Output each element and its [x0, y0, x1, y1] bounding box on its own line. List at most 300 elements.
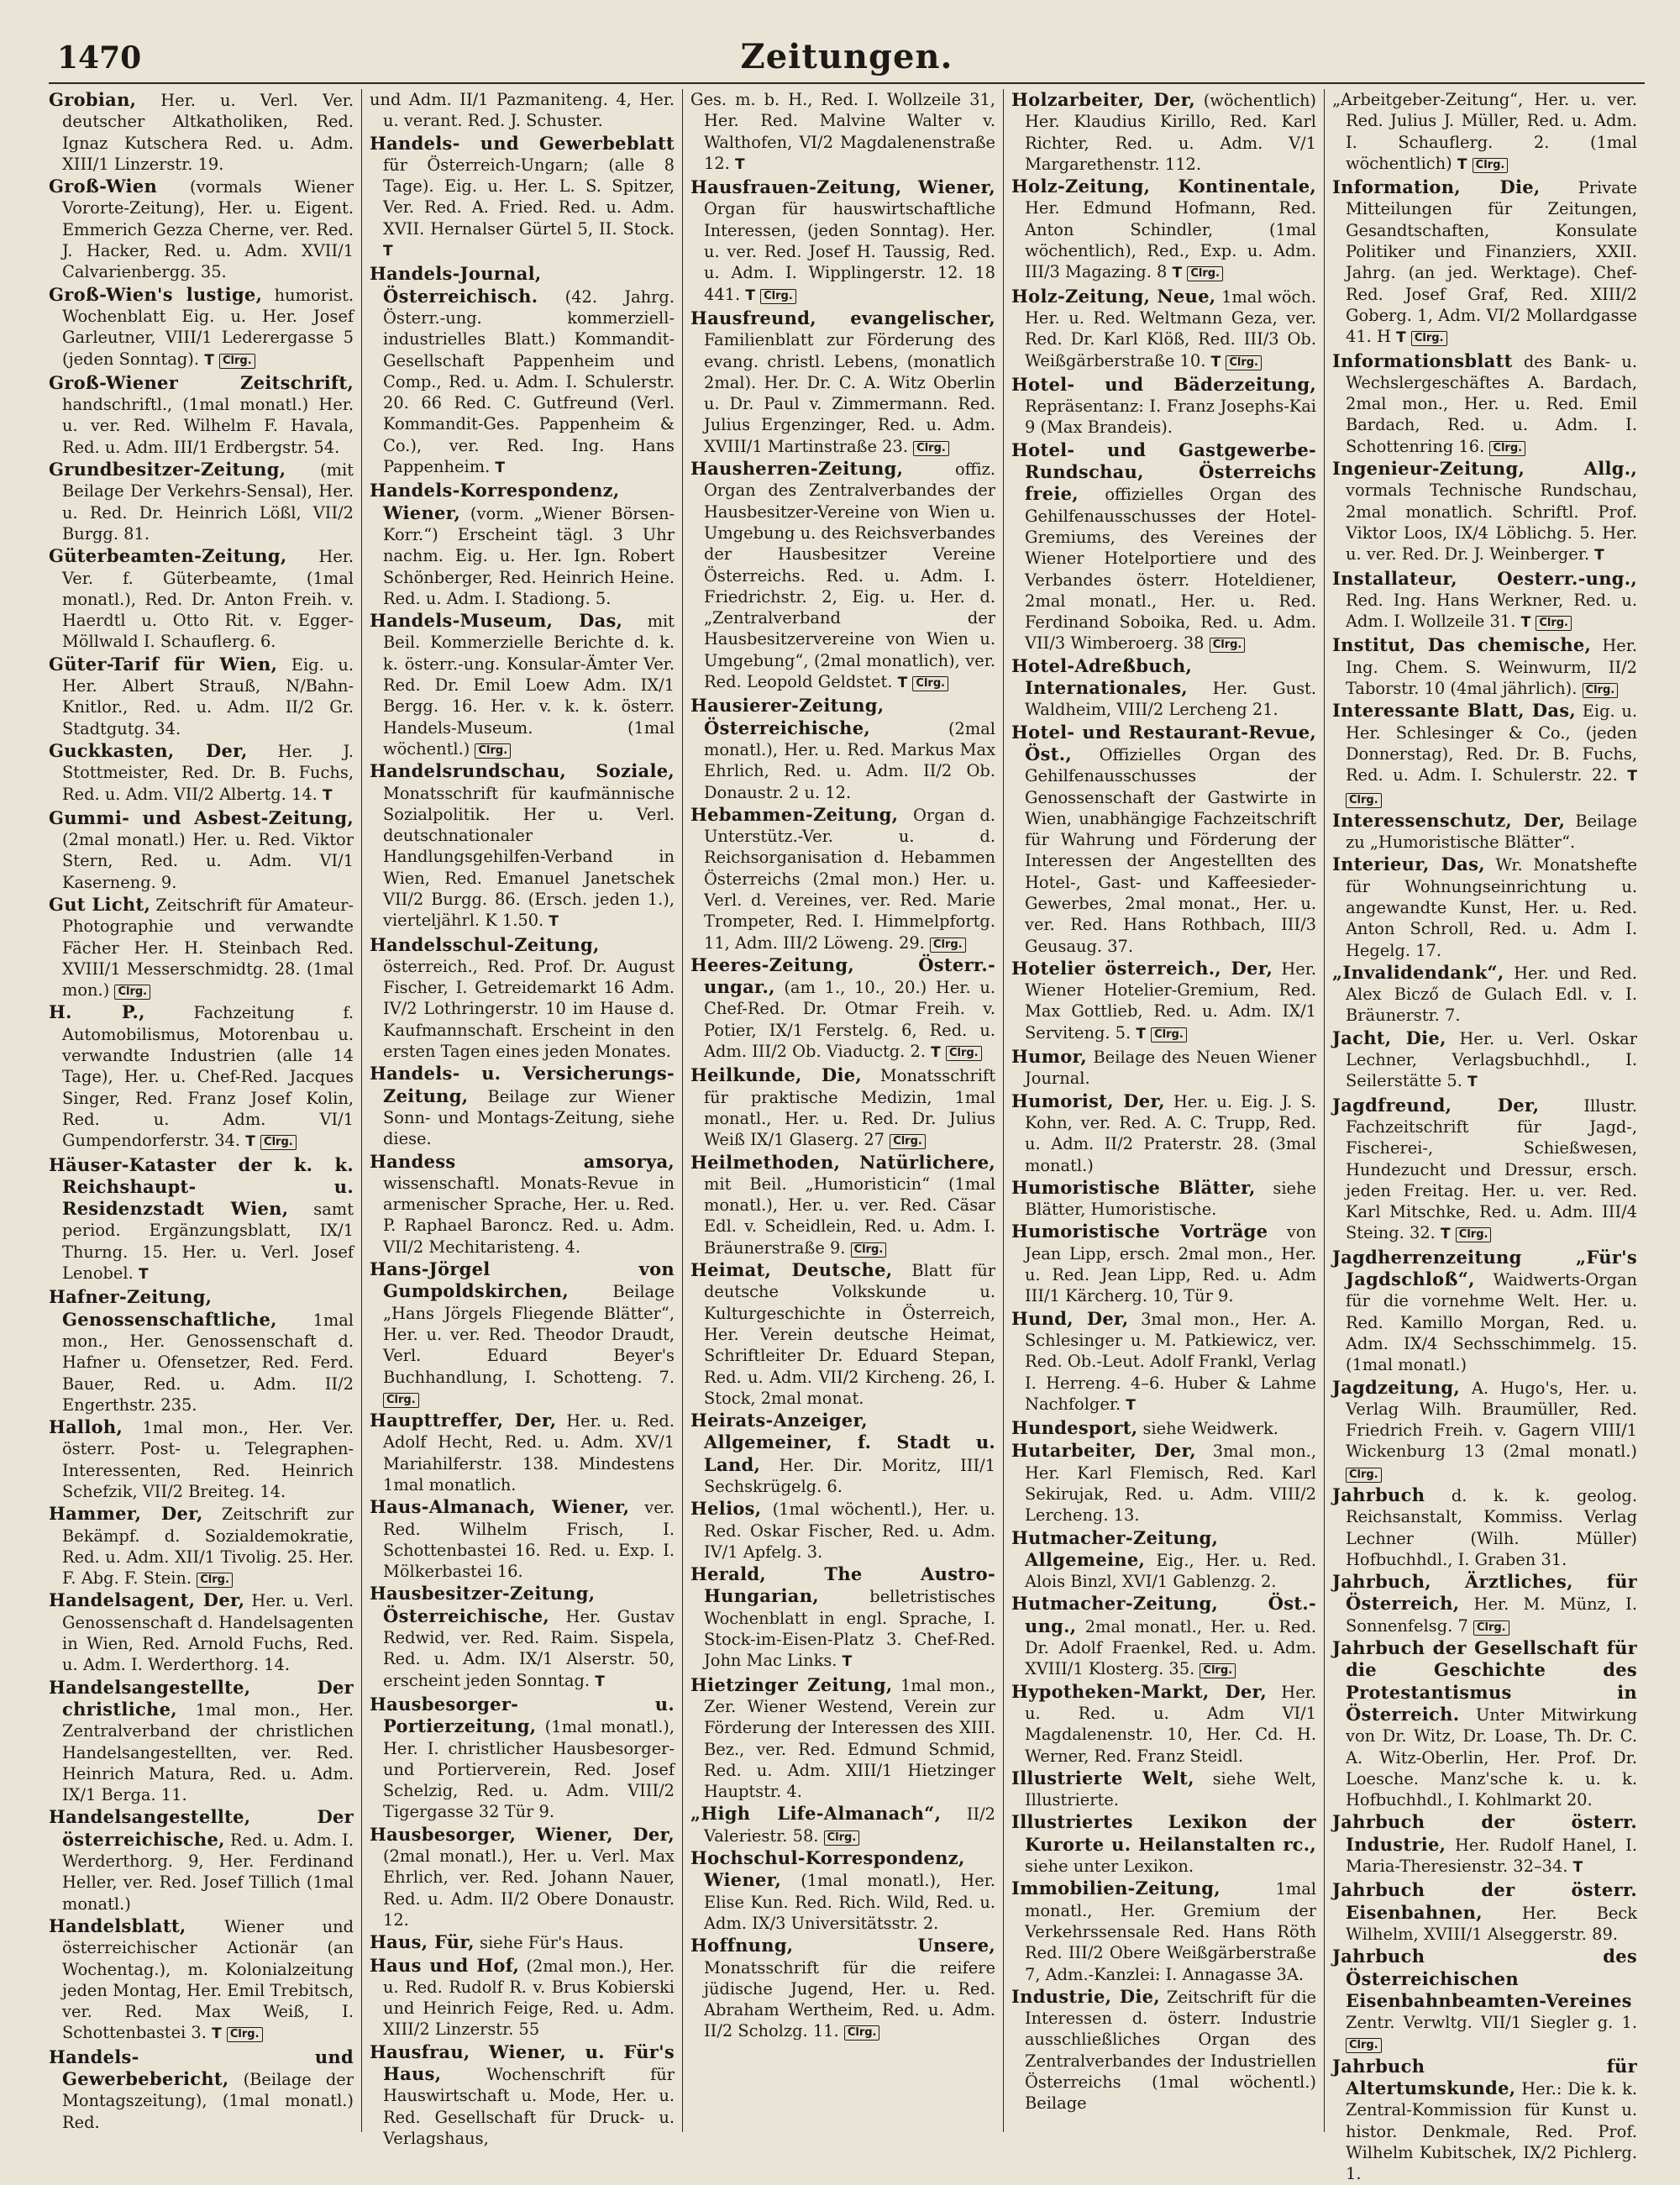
entry-title: Jahrbuch der österr. Industrie, — [1332, 1811, 1637, 1855]
directory-entry — [1011, 1527, 1316, 1593]
entry-text: Her. Gust. Waldheim, VIII/2 Lercheng 21. — [1025, 679, 1316, 720]
directory-entry — [49, 807, 354, 893]
clearing-badge: Clrg. — [197, 1573, 233, 1588]
telephone-icon: T — [1396, 329, 1406, 347]
directory-entry — [690, 1498, 995, 1563]
directory-entry — [690, 1259, 995, 1409]
directory-entry — [1332, 1377, 1637, 1484]
directory-entry — [1011, 1986, 1316, 2114]
clearing-badge: Clrg. — [114, 985, 150, 1000]
directory-entry — [370, 1151, 675, 1258]
entry-text: Red. u. Adm. I. Werderthorg. 9, Her. Ferdinand Heller, ver. Red. Josef Tillich (1mal monatl.) — [62, 1830, 354, 1914]
entry-title: Grundbesitzer-Zeitung, — [49, 459, 286, 481]
clearing-badge: Clrg. — [760, 289, 796, 304]
directory-entry — [370, 133, 675, 263]
telephone-icon: T — [1210, 353, 1221, 370]
entry-title: Grobian, — [49, 89, 137, 110]
clearing-badge: Clrg. — [475, 743, 511, 759]
directory-entry — [1011, 655, 1316, 721]
entry-title: Humor, — [1011, 1046, 1087, 1068]
entry-text: samt period. Ergänzungsblatt, IX/1 Thurng. 15. Her. u. Verl. Josef Lenobel. — [62, 1200, 354, 1284]
clearing-badge: Clrg. — [930, 938, 966, 953]
entry-text: Beilage des Neuen Wiener Journal. — [1025, 1048, 1316, 1089]
directory-entry — [1332, 962, 1637, 1027]
telephone-icon: T — [495, 460, 506, 477]
entry-title: Heimat, Deutsche, — [690, 1259, 893, 1281]
telephone-icon: T — [931, 1044, 941, 1062]
entry-title: Handelsagent, Der, — [49, 1589, 245, 1611]
directory-entry — [49, 1503, 354, 1589]
entry-text: (1mal wöchentl.), Her. u. Red. Oskar Fischer, Red. u. Adm. IV/1 Apfelg. 3. — [704, 1500, 995, 1562]
entry-title: Jahrbuch des Österreichischen Eisenbahnbeamten-Vereines — [1332, 1946, 1637, 2011]
directory-entry — [1011, 1177, 1316, 1221]
entry-text: (am 1., 10., 20.) Her. u. Chef-Red. Dr. Otmar Freih. v. Potier, IX/1 Ferstelg. 6, Red. u. Adm. III/2 Ob. Viaductg. 2. — [704, 978, 995, 1062]
entry-title: Hausfrauen-Zeitung, Wiener, — [690, 176, 995, 198]
directory-entry — [1332, 1095, 1637, 1246]
entry-text: Her. Wiener Hotelier-Gremium, Red. Max Gottlieb, Red. u. Adm. IX/1 Serviteng. 5. — [1025, 959, 1316, 1043]
directory-entry — [690, 89, 995, 176]
directory-entry — [690, 1152, 995, 1258]
entry-title: Handels-Museum, Das, — [370, 610, 623, 632]
entry-text: Monatsschrift für praktische Medizin, 1mal monatl., Her. u. Red. Dr. Julius Weiß IX/1 Glaserg. 27 — [704, 1066, 995, 1150]
entry-text: Her. u. Verl. Oskar Lechner, Verlagsbuchhdl., I. Seilerstätte 5. — [1346, 1028, 1637, 1091]
entry-title: Hotel- und Restaurant-Revue, Öst., — [1011, 721, 1316, 764]
entry-title: Haupttreffer, Der, — [370, 1410, 557, 1431]
entry-text: ver. Red. Wilhelm Frisch, I. Schottenbastei 16. Red. u. Exp. I. Mölkerbastei 16. — [383, 1498, 675, 1582]
column-4 — [1003, 89, 1324, 2132]
directory-entry — [49, 1416, 354, 1502]
entry-title: Jahrbuch der österr. Eisenbahnen, — [1332, 1879, 1637, 1923]
entry-title: Hundesport, — [1011, 1417, 1138, 1439]
telephone-icon: T — [323, 786, 333, 804]
entry-text: 1mal monatl., Her. Gremium der Verkehrssensale Red. Hans Röth Red. III/2 Obere Weißgärberstraße 7, Adm.-Kanzlei: I. Annagasse 3A. — [1025, 1879, 1316, 1984]
entry-title: Groß-Wiener Zeitschrift, — [49, 371, 354, 393]
entry-title: Güterbeamten-Zeitung, — [49, 545, 287, 567]
entry-text: Her. und Red. Alex Bicző de Gulach Edl. v. I. Bräunerstr. 7. — [1346, 963, 1637, 1026]
entry-text: für Österreich-Ungarn; (alle 8 Tage). Eig. u. Her. L. S. Spitzer, Ver. Red. A. Fried. Red. u. Adm. XVII. Hernalser Gürtel 5, II. Stock. — [383, 155, 675, 239]
entry-title: Hausbesitzer-Zeitung, Österreichische, — [370, 1583, 596, 1626]
entry-title: Handels-Journal, Österreichisch. — [370, 263, 542, 307]
entry-title: H. P., — [49, 1001, 145, 1023]
entry-title: Hausherren-Zeitung, — [690, 458, 904, 480]
directory-entry — [370, 1955, 675, 2041]
directory-entry — [370, 480, 675, 609]
entry-title: „Invalidendank“, — [1332, 961, 1504, 983]
entry-title: Hausierer-Zeitung, Österreichische, — [690, 695, 885, 738]
entry-title: Jacht, Die, — [1332, 1027, 1446, 1048]
entry-text: (mit Beilage Der Verkehrs-Sensal), Her. u. Red. Dr. Heinrich Lößl, VII/2 Burgg. 81. — [62, 460, 354, 544]
entry-title: Haus, Für, — [370, 1931, 475, 1953]
entry-title: Handels- u. Versicherungs-Zeitung, — [370, 1063, 675, 1106]
directory-entry — [1332, 1879, 1637, 1945]
entry-text: und Adm. II/1 Pazmaniteng. 4, Her. u. verant. Red. J. Schuster. — [370, 90, 675, 131]
clearing-badge: Clrg. — [1411, 331, 1447, 346]
entry-title: Hund, Der, — [1011, 1307, 1129, 1329]
directory-entry — [690, 1935, 995, 2041]
entry-title: Hotelier österreich., Der, — [1011, 957, 1273, 979]
entry-title: Heilkunde, Die, — [690, 1064, 863, 1086]
directory-entry — [1332, 1811, 1637, 1878]
entry-text: Monatsschrift für die reifere jüdische Jugend, Her. u. Red. Abraham Wertheim, Red. u. Adm. II/2 Scholzg. 11. — [704, 1957, 995, 2041]
directory-entry — [370, 1694, 675, 1823]
clearing-badge: Clrg. — [260, 1135, 297, 1150]
directory-entry — [690, 1674, 995, 1803]
entry-title: Hotel-Adreßbuch, Internationales, — [1011, 654, 1193, 699]
directory-entry — [690, 1847, 995, 1934]
directory-entry — [49, 1806, 354, 1914]
entry-title: Jahrbuch der Gesellschaft für die Geschichte des Protestantismus in Österreich. — [1332, 1637, 1637, 1725]
entry-text: Ges. m. b. H., Red. I. Wollzeile 31, Her. Red. Malvine Walter v. Walthofen, VI/2 Magdalenenstraße 12. — [690, 90, 995, 173]
directory-entry — [1011, 1221, 1316, 1306]
entry-text: Red. Ing. Hans Werkner, Red. u. Adm. I. Wollzeile 31. — [1346, 590, 1637, 632]
column-3 — [682, 89, 1003, 2132]
entry-text: Her. M. Münz, I. Sonnenfelsg. 7 — [1346, 1594, 1637, 1636]
entry-text: mit Beil. „Humoristicin“ (1mal monatl.), Her. u. ver. Red. Cäsar Edl. v. Scheidlein, Red. u. Adm. I. Bräunerstraße 9. — [704, 1174, 995, 1258]
entry-text: österreich., Red. Prof. Dr. August Fischer, I. Getreidemarkt 16 Adm. IV/2 Lothringerstr. 10 im Hause d. Kaufmannschaft. Erscheint in den ersten Tagen eines jeden Monates. — [383, 956, 675, 1062]
entry-text: vormals Technische Rundschau, 2mal monatlich. Schriftl. Prof. Viktor Loos, IX/4 Löblichg. 5. Her. u. ver. Red. Dr. J. Weinberger. — [1346, 481, 1637, 565]
entry-title: Humoristische Vorträge — [1011, 1221, 1268, 1242]
entry-title: Häuser-Kataster der k. k. Reichshaupt- u. Residenzstadt Wien, — [49, 1153, 354, 1220]
page-title: Zeitungen. — [740, 37, 953, 76]
entry-title: Institut, Das chemische, — [1332, 634, 1592, 656]
directory-columns — [49, 89, 1645, 2184]
entry-text: Beilage „Hans Jörgels Fliegende Blätter“, Her. u. ver. Red. Theodor Draudt, Verl. Eduard Beyer's Buchhandlung, I. Schotteng. 7. — [383, 1282, 675, 1387]
entry-title: Interessante Blatt, Das, — [1332, 700, 1577, 722]
entry-title: Hausbesorger- u. Portierzeitung, — [370, 1693, 675, 1737]
directory-entry — [1011, 1811, 1316, 1877]
clearing-badge: Clrg. — [1473, 158, 1509, 173]
entry-title: Ingenieur-Zeitung, Allg., — [1332, 458, 1637, 480]
entry-title: Handelsangestellte, Der österreichische, — [49, 1806, 354, 1850]
entry-title: Groß-Wien's lustige, — [49, 283, 263, 305]
entry-text: 2mal monatl., Her. u. Red. Dr. Adolf Fraenkel, Red. u. Adm. XVIII/1 Klosterg. 35. — [1025, 1616, 1316, 1679]
entry-title: Illustrierte Welt, — [1011, 1767, 1194, 1788]
clearing-badge: Clrg. — [1346, 1468, 1382, 1483]
directory-entry — [1332, 1484, 1637, 1570]
clearing-badge: Clrg. — [1346, 793, 1382, 808]
telephone-icon: T — [1136, 1025, 1146, 1043]
entry-title: Jahrbuch für Altertumskunde, — [1332, 2055, 1637, 2099]
telephone-icon: T — [735, 155, 745, 173]
directory-entry — [1332, 634, 1637, 699]
entry-text: siehe Weidwerk. — [1142, 1419, 1278, 1439]
entry-title: Hietzinger Zeitung, — [690, 1673, 893, 1695]
entry-text: d. k. k. geolog. Reichsanstalt, Kommiss. Verlag Lechner (Wilh. Müller) Hofbuchhdl., I. Graben 31. — [1346, 1486, 1637, 1569]
directory-entry — [1011, 1090, 1316, 1176]
entry-text: Her. Edmund Hofmann, Red. Anton Schindler, (1mal wöchentlich), Red., Exp. u. Adm. III/3 Magazing. 8 — [1025, 198, 1316, 282]
entry-text: (2mal monatl.), Her. u. Red. Markus Max Ehrlich, Red. u. Adm. II/2 Ob. Donaustr. 2 u. 12. — [704, 718, 995, 802]
directory-entry — [690, 307, 995, 457]
directory-entry — [1332, 176, 1637, 349]
entry-title: Jagdfreund, Der, — [1332, 1094, 1540, 1116]
directory-entry — [1011, 1308, 1316, 1416]
entry-text: siehe Für's Haus. — [480, 1933, 624, 1953]
entry-text: Zeitschrift zur Bekämpf. d. Sozialdemokratie, Red. u. Adm. XII/1 Tivolig. 25. Her. F. Abg. F. Stein. — [62, 1505, 354, 1589]
clearing-badge: Clrg. — [1536, 616, 1572, 631]
directory-entry — [370, 610, 675, 759]
entry-text: Familienblatt zur Förderung des evang. christl. Lebens, (monatlich 2mal). Her. Dr. C. A. Witz Oberlin u. Dr. Paul v. Zimmermann. Red. Julius Ergenzinger, Red. u. Adm. XVIII/1 Martinstraße 23. — [704, 330, 995, 456]
directory-entry — [370, 1824, 675, 1930]
directory-entry — [1011, 1440, 1316, 1526]
telephone-icon: T — [245, 1133, 255, 1151]
entry-text: (2mal monatl.) Her. u. Red. Viktor Stern, Red. u. Adm. VI/1 Kaserneng. 9. — [62, 830, 354, 892]
directory-entry — [1332, 568, 1637, 634]
clearing-badge: Clrg. — [890, 1134, 926, 1149]
directory-entry — [49, 1589, 354, 1675]
entry-title: Halloh, — [49, 1416, 123, 1438]
entry-text: Zeitschrift für Amateur-Photographie und verwandte Fächer Her. H. Steinbach Red. XVIII/1 Messerschmidtg. 28. (1mal mon.) — [62, 895, 354, 1001]
entry-text: 1mal wöch. Her. u. Red. Weltmann Geza, ver. Red. Dr. Karl Klöß, Red. III/3 Ob. Weißgärberstraße 10. — [1025, 286, 1317, 370]
clearing-badge: Clrg. — [844, 2025, 880, 2041]
directory-entry — [1332, 2056, 1637, 2185]
clearing-badge: Clrg. — [1456, 1227, 1492, 1242]
directory-entry — [49, 1915, 354, 2046]
directory-entry — [1011, 1593, 1316, 1679]
entry-text: Wiener und österreichischer Actionär (an Wochentag.), m. Kolonialzeitung jeden Montag, Her. Emil Trebitsch, ver. Red. Max Weiß, I. Schottenbastei 3. — [62, 1916, 354, 2043]
directory-entry — [1332, 1637, 1637, 1810]
entry-title: Hoffnung, Unsere, — [690, 1935, 995, 1957]
entry-text: Her. u. Verl. Ver. deutscher Altkatholiken, Red. Ignaz Kutschera Red. u. Adm. XIII/1 Linzerstr. 19. — [62, 91, 354, 174]
clearing-badge: Clrg. — [1583, 683, 1619, 698]
entry-text: Eig. u. Her. Albert Strauß, N/Bahn-Knitlor., Red. u. Adm. II/2 Gr. Stadtgutg. 34. — [62, 654, 354, 738]
entry-text: 1mal mon., Her. Zentralverband der christlichen Handelsangestellten, ver. Red. Heinrich Matura, Red. u. Adm. IX/1 Berga. 11. — [62, 1699, 354, 1805]
entry-text: Beilage zur Wiener Sonn- und Montags-Zeitung, siehe diese. — [383, 1086, 675, 1149]
entry-text: belletristisches Wochenblatt in engl. Sprache, I. Stock-im-Eisen-Platz 3. Chef-Red. John Mac Links. — [704, 1587, 995, 1671]
directory-entry — [1011, 1046, 1316, 1090]
clearing-badge: Clrg. — [383, 1393, 419, 1408]
clearing-badge: Clrg. — [227, 2027, 263, 2042]
directory-entry — [1332, 810, 1637, 854]
entry-title: Humorist, Der, — [1011, 1090, 1165, 1111]
directory-entry — [1332, 854, 1637, 960]
entry-text: humorist. Wochenblatt Eig. u. Her. Josef Garleutner, VIII/1 Lederergasse 5 (jeden Sonntag). — [62, 285, 354, 369]
entry-text: Eig., Her. u. Red. Alois Binzl, XVI/1 Gablenzg. 2. — [1025, 1550, 1316, 1592]
clearing-badge: Clrg. — [1200, 1663, 1236, 1678]
directory-entry — [690, 458, 995, 694]
entry-text: von Jean Lipp, ersch. 2mal mon., Her. u. Red. Jean Lipp, Red. u. Adm III/1 Kärcherg. 10, Tür 9. — [1025, 1222, 1316, 1306]
entry-title: Jahrbuch — [1332, 1484, 1425, 1505]
entry-title: Hausfrau, Wiener, u. Für's Haus, — [370, 2041, 675, 2085]
telephone-icon: T — [138, 1266, 149, 1284]
directory-entry — [370, 89, 675, 132]
directory-entry — [370, 2041, 675, 2149]
column-1 — [49, 89, 361, 2132]
directory-entry — [690, 1563, 995, 1673]
telephone-icon: T — [1126, 1396, 1136, 1414]
entry-title: Immobilien-Zeitung, — [1011, 1878, 1221, 1899]
entry-title: Holz-Zeitung, Neue, — [1011, 285, 1216, 307]
entry-title: Interessenschutz, Der, — [1332, 809, 1566, 831]
entry-text: Zentr. Verwltg. VII/1 Siegler g. 1. — [1346, 2013, 1637, 2033]
column-5 — [1324, 89, 1645, 2184]
directory-entry — [49, 89, 354, 175]
directory-entry — [49, 372, 354, 458]
directory-entry — [1332, 458, 1637, 566]
directory-entry — [1332, 1571, 1637, 1636]
entry-text: offizielles Organ des Gehilfenausschusses der Hotel-Gremiums, des Vereines der Wiener Hotelportiere und des Verbandes österr. Hoteldiener, 2mal monatl., Her. u. Red. Ferdinand Soboika, Red. u. Adm. VII/3 Wimberoerg. 38 — [1025, 485, 1317, 654]
directory-entry — [1011, 1417, 1316, 1439]
clearing-badge: Clrg. — [851, 1242, 887, 1258]
entry-text: (2mal monatl.), Her. u. Verl. Max Ehrlich, ver. Red. Johann Nauer, Red. u. Adm. II/2 Obere Donaustr. 12. — [383, 1846, 675, 1930]
telephone-icon: T — [1594, 547, 1604, 565]
entry-title: Handels- und Gewerbebericht, — [49, 2046, 354, 2090]
entry-text: siehe Blätter, Humoristische. — [1025, 1178, 1316, 1220]
entry-title: Information, Die, — [1332, 176, 1541, 198]
entry-text: Private Mitteilungen für Zeitungen, Gesandtschaften, Konsulate Politiker und Finanziers, XXII. Jahrg. (an jed. Werktage). Chef-Red. Josef Graf, Red. XIII/2 Goberg. 1, Adm. VI/2 Mollardgasse 41. H — [1346, 178, 1637, 347]
directory-entry — [1011, 1767, 1316, 1811]
directory-entry — [690, 1410, 995, 1497]
clearing-badge: Clrg. — [1151, 1027, 1187, 1043]
telephone-icon: T — [595, 1673, 605, 1690]
entry-text: (vorm. „Wiener Börsen-Korr.“) Erscheint tägl. 3 Uhr nachm. Eig. u. Her. Ign. Robert Schönberger, Red. Heinrich Heine. Red. u. Adm. I. Stadiong. 5. — [383, 503, 675, 608]
entry-title: Hausfreund, evangelischer, — [690, 307, 995, 328]
telephone-icon: T — [1627, 768, 1637, 785]
directory-entry — [49, 1001, 354, 1153]
directory-entry — [690, 176, 995, 307]
telephone-icon: T — [1467, 1074, 1478, 1091]
clearing-badge: Clrg. — [219, 354, 255, 369]
entry-text: handschriftl., (1mal monatl.) Her. u. ver. Red. Wilhelm F. Havala, Red. u. Adm. III/1 Erdbergstr. 54. — [62, 395, 354, 457]
page-header — [49, 34, 1645, 84]
entry-text: Her.: Die k. k. Zentral-Kommission für Kunst u. histor. Denkmale, Red. Prof. Wilhelm Kubitschek, IX/2 Pichlerg. 1. — [1346, 2079, 1637, 2184]
telephone-icon: T — [1172, 265, 1183, 282]
entry-title: Handels-Korrespondenz, Wiener, — [370, 480, 620, 523]
entry-text: Wochenschrift für Hauswirtschaft u. Mode, Her. u. Red. Gesellschaft für Druck- u. Verlagshaus, — [383, 2065, 675, 2148]
directory-entry — [1011, 722, 1316, 957]
directory-entry — [690, 695, 995, 802]
telephone-icon: T — [1520, 614, 1531, 632]
entry-text: (vormals Wiener Vororte-Zeitung), Her. u. Eigent. Emmerich Gezza Cherne, ver. Red. J. Hacker, Red. u. Adm. XVII/1 Calvarienbergg. 35. — [62, 177, 354, 282]
directory-entry — [1011, 958, 1316, 1045]
directory-entry — [1332, 1027, 1637, 1094]
telephone-icon: T — [549, 913, 559, 931]
directory-entry — [1011, 1681, 1316, 1767]
directory-entry — [1332, 89, 1637, 176]
directory-entry — [49, 284, 354, 371]
entry-text: Her. u. Verl. Genossenschaft d. Handelsagenten in Wien, Red. Arnold Fuchs, Red. u. Adm. I. Werderthorg. 14. — [62, 1591, 354, 1675]
directory-entry — [370, 1258, 675, 1409]
entry-text: 3mal mon., Her. A. Schlesinger u. M. Patkiewicz, ver. Red. Ob.-Leut. Adolf Frankl, Verlag I. Herreng. 4–6. Huber & Lahme Nachfolger. — [1025, 1309, 1317, 1414]
entry-text: (1mal monatl.), Her. I. christlicher Hausbesorger- und Portierverein, Red. Josef Schelzig, Red. u. Adm. VIII/2 Tigergasse 32 Tür 9. — [383, 1717, 675, 1822]
entry-title: Installateur, Oesterr.-ung., — [1332, 567, 1637, 589]
entry-title: Heirats-Anzeiger, Allgemeiner, f. Stadt u. Land, — [690, 1410, 995, 1475]
entry-text: Organ d. Unterstütz.-Ver. u. d. Reichsorganisation d. Hebammen Österreichs (2mal mon.) Her. u. Verl. d. Vereines, ver. Red. Marie Trompeter, Red. I. Himmelpfortg. 11, Adm. III/2 Löweng. 29. — [704, 805, 995, 953]
entry-title: Handelsschul-Zeitung, — [370, 933, 600, 955]
column-2 — [361, 89, 682, 2148]
telephone-icon: T — [1441, 1226, 1451, 1243]
entry-title: Hausbesorger, Wiener, Der, — [370, 1823, 675, 1845]
telephone-icon: T — [204, 351, 214, 369]
directory-entry — [49, 176, 354, 282]
entry-title: Gummi- und Asbest-Zeitung, — [49, 806, 354, 828]
entry-text: Monatsschrift für kaufmännische Sozialpolitik. Her u. Verl. deutschnationaler Handlungsgehilfen-Verband in Wien, Red. Emanuel Janetschek VII/2 Burgg. 86. (Ersch. jeden 1.), vierteljährl. K 1.50. — [383, 783, 675, 931]
entry-text: Illustr. Fachzeitschrift für Jagd-, Fischerei-, Schießwesen, Hundezucht und Dressur, ersch. jeden Freitag. Her. u. ver. Red. Karl Mitschke, Red. u. Adm. III/4 Steing. 32. — [1346, 1095, 1637, 1243]
entry-title: Hutmacher-Zeitung, Allgemeine, — [1011, 1526, 1219, 1570]
directory-entry — [1011, 374, 1316, 439]
entry-text: Her. Ing. Chem. S. Weinwurm, II/2 Taborstr. 10 (4mal jährlich). — [1346, 636, 1637, 699]
entry-text: siehe unter Lexikon. — [1025, 1857, 1194, 1877]
clearing-badge: Clrg. — [824, 1830, 860, 1846]
clearing-badge: Clrg. — [913, 441, 949, 456]
entry-text: Blatt für deutsche Volkskunde u. Kulturgeschichte in Österreich, Her. Verein deutsche Heimat, Schriftleiter Dr. Eduard Stepan, Red. u. Adm. VII/2 Kircheng. 26, I. Stock, 2mal monat. — [704, 1261, 995, 1408]
entry-text: II/2 Valeriestr. 58. — [704, 1804, 995, 1846]
directory-entry — [49, 654, 354, 739]
entry-title: Hafner-Zeitung, Genossenschaftliche, — [49, 1286, 277, 1330]
directory-entry — [1011, 1878, 1316, 1984]
entry-title: Handelsrundschau, Soziale, — [370, 760, 675, 782]
entry-text: Her. Beck Wilhelm, XVIII/1 Alseggerstr. 89. — [1346, 1903, 1637, 1944]
entry-title: Holz-Zeitung, Kontinentale, — [1011, 176, 1316, 197]
telephone-icon: T — [383, 243, 393, 260]
directory-entry — [49, 1286, 354, 1416]
entry-title: Handelsangestellte, Der christliche, — [49, 1676, 354, 1720]
entry-title: Hochschul-Korrespondenz, Wiener, — [690, 1847, 965, 1891]
entry-title: Informationsblatt — [1332, 349, 1513, 371]
entry-text: Wr. Monatshefte für Wohnungseinrichtung u. angewandte Kunst, Her. u. Red. Anton Schroll, Red. u. Adm I. Hegelg. 17. — [1346, 855, 1637, 960]
clearing-badge: Clrg. — [946, 1046, 982, 1061]
entry-text: (wöchentlich) Her. Klaudius Kirillo, Red. Karl Richter, Red. u. Adm. V/1 Margarethenstr. 112. — [1025, 91, 1316, 174]
directory-entry — [49, 740, 354, 806]
entry-title: Güter-Tarif für Wien, — [49, 653, 278, 675]
entry-title: Groß-Wien — [49, 176, 158, 197]
telephone-icon: T — [1457, 155, 1467, 173]
entry-text: Her. u. Red. u. Adm VI/1 Magdalenenstr. 10, Her. Cd. H. Werner, Red. Franz Steidl. — [1025, 1682, 1316, 1766]
entry-title: Handelsblatt, — [49, 1915, 186, 1936]
entry-text: Organ für hauswirtschaftliche Interessen, (jeden Sonntag). Her. u. ver. Red. Josef H. Taussig, Red. u. Adm. I. Wipplingerstr. 12. 18 441. — [704, 199, 995, 304]
entry-text: Her. u. Red. Adolf Hecht, Red. u. Adm. XV/1 Mariahilferstr. 138. Mindestens 1mal monatlich. — [383, 1411, 675, 1494]
directory-entry — [370, 760, 675, 932]
clearing-badge: Clrg. — [1187, 266, 1223, 281]
directory-entry — [690, 1803, 995, 1846]
directory-entry — [1011, 439, 1316, 654]
clearing-badge: Clrg. — [1226, 355, 1262, 370]
entry-title: Industrie, Die, — [1011, 1985, 1160, 2007]
directory-entry — [1011, 286, 1316, 373]
directory-entry — [49, 2046, 354, 2133]
directory-entry — [1332, 350, 1637, 457]
entry-text: Waidwerts-Organ für die vornehme Welt. Her. u. Red. Kamillo Morgan, Red. u. Adm. IX/4 Sechsschimmelg. 15. (1mal monatl.) — [1346, 1270, 1637, 1375]
entry-text: Her. Ver. f. Güterbeamte, (1mal monatl.), Red. Dr. Anton Freih. v. Haerdtl u. Otto Rit. v. Egger-Möllwald I. Schauflerg. 6. — [62, 547, 354, 652]
page-number: 1470 — [57, 40, 142, 76]
entry-title: Jahrbuch, Ärztliches, für Österreich, — [1332, 1571, 1637, 1615]
directory-entry — [49, 545, 354, 652]
entry-title: Holzarbeiter, Der, — [1011, 89, 1196, 110]
entry-title: Handess amsorya, — [370, 1150, 675, 1172]
entry-title: „High Life-Almanach“, — [690, 1803, 942, 1825]
directory-entry — [1332, 1247, 1637, 1376]
entry-text: Offizielles Organ des Gehilfenausschusses der Genossenschaft der Gastwirte in Wien, unabhängige Fachzeitschrift für Wahrung und Förderung der Interessen der Angestellten des Hotel-, Gast- und Kaffeesieder-Gewerbes, 2mal monat., Her. u. ver. Red. Hans Rothbach, III/3 Geusaug. 37. — [1025, 744, 1316, 956]
directory-entry — [49, 1677, 354, 1806]
entry-text: Her. J. Stottmeister, Red. Dr. B. Fuchs, Red. u. Adm. VII/2 Albertg. 14. — [62, 741, 354, 804]
directory-entry — [49, 894, 354, 1001]
entry-title: Jagdherrenzeitung „Für's Jagdschloß“, — [1332, 1246, 1637, 1290]
entry-title: Hans-Jörgel von Gumpoldskirchen, — [370, 1258, 675, 1302]
directory-entry — [1332, 1946, 1637, 2054]
entry-text: Eig. u. Her. Schlesinger & Co., (jeden Donnerstag), Red. Dr. B. Fuchs, Red. u. Adm. I. Schulerstr. 22. — [1346, 701, 1637, 785]
telephone-icon: T — [212, 2025, 222, 2043]
clearing-badge: Clrg. — [1489, 441, 1525, 456]
entry-text: siehe Welt, Illustrierte. — [1025, 1768, 1316, 1810]
entry-text: mit Beil. Kommerzielle Berichte d. k. k. österr.-ung. Konsular-Ämter Ver. Red. Dr. Emil Loew Adm. IX/1 Bergg. 16. Her. v. k. k. österr. Handels-Museum. (1mal wöchentl.) — [383, 612, 675, 759]
entry-text: Her. u. Eig. J. S. Kohn, ver. Red. A. C. Trupp, Red. u. Adm. II/2 Praterstr. 28. (3mal monatl.) — [1025, 1091, 1316, 1175]
directory-entry — [370, 1410, 675, 1495]
entry-text: A. Hugo's, Her. u. Verlag Wilh. Braumüller, Red. Friedrich Freih. v. Gagern VIII/1 Wickenburg 13 (2mal monatl.) — [1346, 1378, 1637, 1462]
entry-text: (42. Jahrg. Österr.-ung. kommerziell-industrielles Blatt.) Kommandit-Gesellschaft Pappenheim und Comp., Red. u. Adm. I. Schulerstr. 20. 66 Red. C. Gutfreund (Verl. Kommandit-Ges. Pappenheim & Co.), ver. Red. Ing. Hans Pappenheim. — [383, 286, 675, 477]
clearing-badge: Clrg. — [1210, 638, 1246, 653]
directory-entry — [370, 1496, 675, 1582]
directory-entry — [49, 459, 354, 544]
directory-entry — [690, 804, 995, 953]
